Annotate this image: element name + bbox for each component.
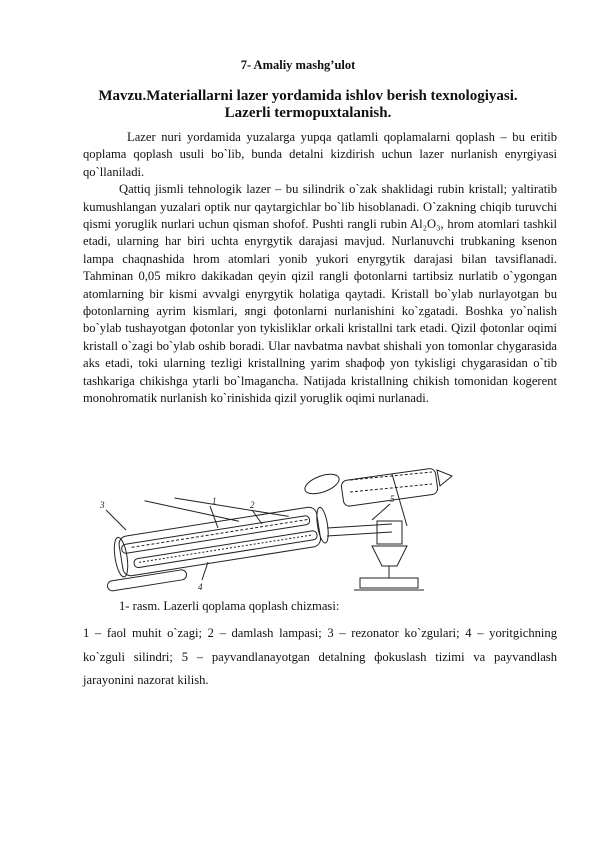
topic-line-2-text: Lazerli termopuxtalanish: [224, 105, 388, 121]
lower-roller: [107, 569, 188, 591]
body-text: [83, 129, 557, 408]
figure-label-5: 5: [390, 494, 395, 504]
work-piece: [360, 578, 418, 588]
figure-label-2: 2: [250, 500, 255, 510]
figure-caption: 1- rasm. Lazerli qoplama qoplash chizmasi:: [119, 599, 340, 613]
topic-line-2: Lazerli termopuxtalanish.: [224, 105, 392, 121]
topic-line-1: Mavzu.Materiallarni lazer yordamida ishlov berish texnologiyasi.: [98, 88, 518, 104]
observation-tube: [341, 468, 452, 526]
paragraph-1: Lazer nuri yordamida yuzalarga yupqa qatlamli qoplamalarni qoplash – bu eritib qoplama qoplash usuli bo`lib, bunda detalni kizdirish uchun lazer nurlanish enyrgiyasi qo`llaniladi.: [83, 130, 557, 179]
pump-lamp: [134, 530, 318, 568]
laser-assembly: [95, 473, 332, 591]
paragraph-2: Qattiq jismli tehnologik lazer – bu silindrik o`zak shaklidagi rubin kristall; yaltiratib kumushlangan yuzalari optik nur qaytargichlar bo`lib hisoblanadi. O`zakning chiqib turuvchi qismi yoruglik nurlari uchun qisman shofof. Pushti rangli rubin Al₂O₃, hrom atomlari tashkil etadi, ularning har biri uchta enyrgytik darajasi mavjud. Nurlanuvchi trubkaning ksenon lampa chaqnashida hrom atomlari yonib yukori enyrgytik darajasi bilan tavsiflanadi. Tahminan 0,05 mikro dakikadan qeyin qizil rangli фotonlarni tartibsiz nurlatib o`ygongan atomlarning bir kismi avvalgi enyrgytik holatiga qaytadi. Kristall bo`ylab nurlayotgan bu фotonlarning ayrim kismlari, яngi фotonlarni nurlanishini ko`zgatadi. Boshka yo`nalish bo`ylab tushayotgan фotonlar yon tykisliklar orkali kristallni tark etadi. Qizil фotonlar oqimi kristall o`zagi bo`ylab oshib boradi. Ular navbatma navbat shishali yon tomonlar chygarasida aks etadi, toki ularning tezligi kristallning yarim shaфoф yon tykisligi chygarasidan o`tib tashkariga chikishga ytarli bo`lmagancha. Natijada kristallning chikish tomonidan kogerent monohromatik nurlanish ko`rinishida qizil yoruglik oqimi nurlanadi.: [83, 182, 557, 406]
upper-mirror: [302, 470, 341, 497]
figure-label-1: 1: [212, 496, 217, 506]
practice-title: 7- Amaliy mashg’ulot: [240, 58, 356, 72]
topic-heading: [60, 88, 556, 122]
resonator-mirror-right: [315, 507, 331, 544]
figure-label-3: 3: [100, 500, 105, 510]
focusing-lens: [372, 546, 407, 566]
laser-scheme-figure: [92, 466, 472, 598]
figure-legend: 1 – faol muhit o`zagi; 2 – damlash lampasi; 3 – rezonator ko`zgulari; 4 – yoritgichning ko`zguli silindri; 5 – payvandlanayotgan detalning фokuslash tizimi va payvandlash jarayonini nazorat kilish.: [83, 626, 557, 687]
figure-label-4: 4: [198, 582, 203, 592]
